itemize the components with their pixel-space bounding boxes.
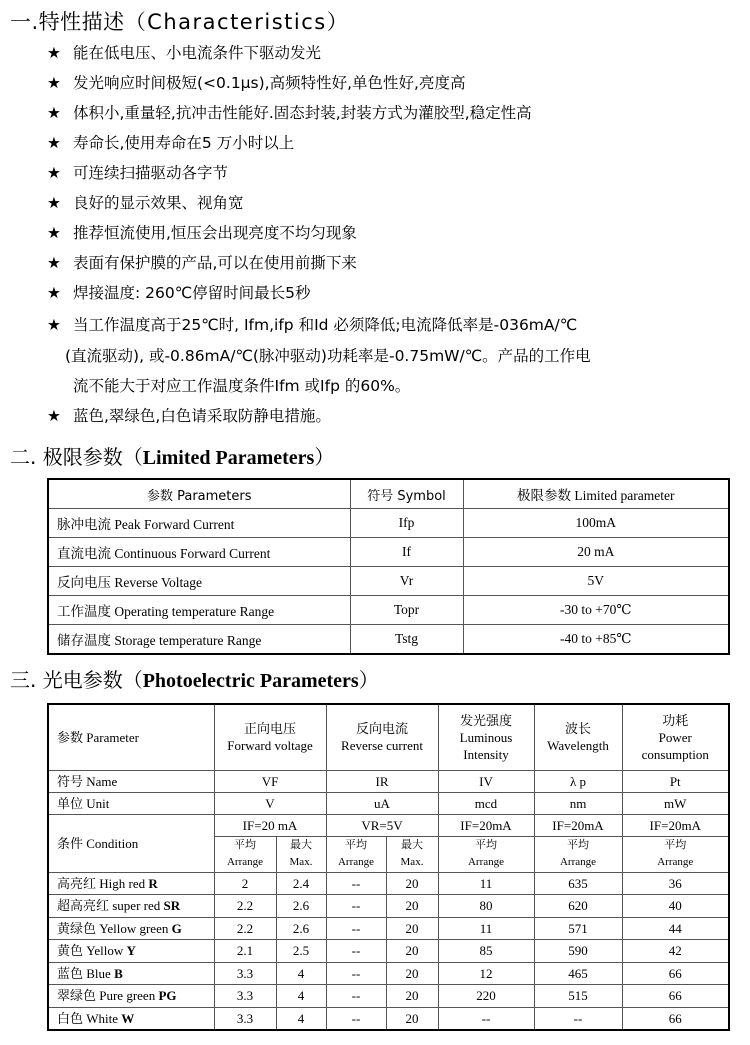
table-row xyxy=(48,1007,729,1030)
param-name: 储存温度 Storage temperature Range xyxy=(48,625,350,655)
sub-ir-avg: 平均 Arrange xyxy=(326,836,386,872)
color-name xyxy=(48,962,214,985)
header-reverse-current: 反向电流 Reverse current xyxy=(326,704,438,770)
value-ir-avg: -- xyxy=(326,1007,386,1030)
value-vf-avg: 2 xyxy=(214,872,276,895)
characteristics-title-en: （Characteristics） xyxy=(124,10,350,34)
table-row xyxy=(48,596,729,625)
value-pt: 66 xyxy=(622,1007,729,1030)
star-icon: ★ xyxy=(47,224,61,242)
header-parameter: 参数 Parameter xyxy=(48,704,214,770)
color-name xyxy=(48,917,214,940)
color-label: 黄绿色 Yellow green xyxy=(57,920,172,936)
bullet-item xyxy=(47,282,311,304)
value-vf-avg: 3.3 xyxy=(214,1007,276,1030)
bullet-continuation-1: (直流驱动), 或-0.86mA/℃(脉冲驱动)功耗率是-0.75mW/℃。产品的工作电 xyxy=(65,347,591,365)
unit-iv: mcd xyxy=(438,792,534,814)
bullet-text: 蓝色,翠绿色,白色请采取防静电措施。 xyxy=(73,407,331,425)
value-vf-max: 2.6 xyxy=(276,895,326,918)
bullet-item xyxy=(47,42,321,64)
value-wl: 620 xyxy=(534,895,622,918)
color-code: G xyxy=(171,920,182,936)
star-icon: ★ xyxy=(47,74,61,92)
header-parameters: 参数 Parameters xyxy=(48,479,350,509)
photo-title: 三. 光电参数（ xyxy=(10,668,143,692)
param-name: 反向电压 Reverse Voltage xyxy=(48,567,350,596)
bullet-text: 当工作温度高于25℃时, Ifm,ifp 和Id 必须降低;电流降低率是-036mA/℃ xyxy=(73,316,578,334)
sub-vf-max: 最大 Max. xyxy=(276,836,326,872)
symbol-row xyxy=(48,770,729,792)
bullet-text: 表面有保护膜的产品,可以在使用前撕下来 xyxy=(73,254,357,272)
color-code: SR xyxy=(163,898,181,914)
value-pt: 40 xyxy=(622,895,729,918)
color-name xyxy=(48,1007,214,1030)
bullet-item xyxy=(47,162,228,184)
value-ir-max: 20 xyxy=(386,985,438,1008)
condition-iv: IF=20mA xyxy=(438,814,534,836)
param-limit: 100mA xyxy=(463,509,729,538)
param-limit: 20 mA xyxy=(463,538,729,567)
value-iv: 85 xyxy=(438,940,534,963)
color-name xyxy=(48,872,214,895)
param-limit: 5V xyxy=(463,567,729,596)
value-pt: 66 xyxy=(622,985,729,1008)
unit-wl: nm xyxy=(534,792,622,814)
value-iv: 80 xyxy=(438,895,534,918)
header-forward-voltage: 正向电压 Forward voltage xyxy=(214,704,326,770)
param-limit: -30 to +70℃ xyxy=(463,596,729,625)
bullet-item xyxy=(47,132,294,154)
param-symbol: Topr xyxy=(350,596,463,625)
symbol-ir: IR xyxy=(326,770,438,792)
star-icon: ★ xyxy=(47,164,61,182)
table-row xyxy=(48,509,729,538)
limited-title-en: Limited Parameters xyxy=(142,447,315,469)
bullet-continuation-2: 流不能大于对应工作温度条件Ifm 或Ifp 的60%。 xyxy=(73,377,411,395)
value-wl: 635 xyxy=(534,872,622,895)
limited-title-close: ） xyxy=(314,445,335,469)
table-header-row xyxy=(48,704,729,770)
color-label: 白色 White xyxy=(57,1010,122,1026)
value-ir-max: 20 xyxy=(386,1007,438,1030)
color-label: 蓝色 Blue xyxy=(57,965,115,981)
value-wl: 515 xyxy=(534,985,622,1008)
header-symbol: 符号 Symbol xyxy=(350,479,463,509)
symbol-iv: IV xyxy=(438,770,534,792)
value-wl: 590 xyxy=(534,940,622,963)
value-ir-max: 20 xyxy=(386,962,438,985)
unit-pt: mW xyxy=(622,792,729,814)
characteristics-heading xyxy=(10,6,349,36)
condition-row xyxy=(48,814,729,836)
unit-row xyxy=(48,792,729,814)
bullet-text: 体积小,重量轻,抗冲击性能好.固态封装,封装方式为灌胶型,稳定性高 xyxy=(73,104,532,122)
value-vf-max: 2.4 xyxy=(276,872,326,895)
value-ir-max: 20 xyxy=(386,895,438,918)
condition-wl: IF=20mA xyxy=(534,814,622,836)
table-row xyxy=(48,940,729,963)
table-header-row xyxy=(48,479,729,509)
photo-title-en: Photoelectric Parameters xyxy=(142,670,359,692)
sub-pt-avg: 平均 Arrange xyxy=(622,836,729,872)
value-ir-avg: -- xyxy=(326,917,386,940)
photoelectric-parameters-heading xyxy=(10,664,379,693)
sub-vf-avg: 平均 Arrange xyxy=(214,836,276,872)
value-vf-max: 2.5 xyxy=(276,940,326,963)
condition-vf: IF=20 mA xyxy=(214,814,326,836)
color-code: R xyxy=(148,875,158,891)
photoelectric-parameters-table xyxy=(47,703,730,1031)
color-name xyxy=(48,895,214,918)
value-vf-avg: 2.1 xyxy=(214,940,276,963)
value-vf-avg: 3.3 xyxy=(214,962,276,985)
color-code: PG xyxy=(158,988,177,1004)
param-name: 直流电流 Continuous Forward Current xyxy=(48,538,350,567)
value-ir-avg: -- xyxy=(326,962,386,985)
star-icon: ★ xyxy=(47,194,61,212)
color-name xyxy=(48,985,214,1008)
value-ir-max: 20 xyxy=(386,940,438,963)
table-row xyxy=(48,895,729,918)
value-vf-avg: 2.2 xyxy=(214,917,276,940)
sub-iv-avg: 平均 Arrange xyxy=(438,836,534,872)
limited-title: 二. 极限参数（ xyxy=(10,445,143,469)
value-vf-max: 4 xyxy=(276,985,326,1008)
condition-ir: VR=5V xyxy=(326,814,438,836)
characteristics-title: 一.特性描述 xyxy=(10,10,125,34)
param-symbol: Ifp xyxy=(350,509,463,538)
table-row xyxy=(48,625,729,655)
value-ir-max: 20 xyxy=(386,917,438,940)
value-pt: 66 xyxy=(622,962,729,985)
bullet-text: 可连续扫描驱动各字节 xyxy=(73,164,229,182)
bullet-text: 推荐恒流使用,恒压会出现亮度不均匀现象 xyxy=(73,224,357,242)
param-symbol: If xyxy=(350,538,463,567)
value-pt: 42 xyxy=(622,940,729,963)
limited-parameters-heading xyxy=(10,441,334,470)
star-icon: ★ xyxy=(47,407,61,425)
color-label: 高亮红 High red xyxy=(57,875,149,891)
symbol-vf: VF xyxy=(214,770,326,792)
color-code: Y xyxy=(126,943,136,959)
bullet-text: 良好的显示效果、视角宽 xyxy=(73,194,244,212)
star-icon: ★ xyxy=(47,254,61,272)
limited-parameters-table xyxy=(47,478,730,655)
value-iv: 220 xyxy=(438,985,534,1008)
star-icon: ★ xyxy=(47,44,61,62)
unit-ir: uA xyxy=(326,792,438,814)
bullet-text: 能在低电压、小电流条件下驱动发光 xyxy=(73,44,322,62)
symbol-pt: Pt xyxy=(622,770,729,792)
value-vf-avg: 3.3 xyxy=(214,985,276,1008)
param-symbol: Tstg xyxy=(350,625,463,655)
bullet-item xyxy=(47,192,244,214)
table-row xyxy=(48,962,729,985)
condition-label: 条件 Condition xyxy=(48,814,214,872)
symbol-label: 符号 Name xyxy=(48,770,214,792)
star-icon: ★ xyxy=(47,316,61,334)
bullet-item xyxy=(47,252,357,274)
param-symbol: Vr xyxy=(350,567,463,596)
bullet-item-last xyxy=(47,405,331,427)
condition-pt: IF=20mA xyxy=(622,814,729,836)
bullet-text: 焊接温度: 260℃停留时间最长5秒 xyxy=(73,284,311,302)
table-row xyxy=(48,538,729,567)
color-label: 黄色 Yellow xyxy=(57,943,127,959)
value-wl: 571 xyxy=(534,917,622,940)
color-label: 超高亮红 super red xyxy=(57,898,164,914)
table-row xyxy=(48,917,729,940)
color-code: B xyxy=(114,965,123,981)
value-ir-max: 20 xyxy=(386,872,438,895)
param-name: 工作温度 Operating temperature Range xyxy=(48,596,350,625)
bullet-item xyxy=(47,72,465,94)
value-ir-avg: -- xyxy=(326,940,386,963)
value-vf-max: 4 xyxy=(276,962,326,985)
header-power-consumption: 功耗 Power consumption xyxy=(622,704,729,770)
star-icon: ★ xyxy=(47,284,61,302)
value-iv: 12 xyxy=(438,962,534,985)
table-row xyxy=(48,985,729,1008)
value-vf-max: 2.6 xyxy=(276,917,326,940)
value-pt: 44 xyxy=(622,917,729,940)
value-iv: 11 xyxy=(438,917,534,940)
unit-vf: V xyxy=(214,792,326,814)
sub-wl-avg: 平均 Arrange xyxy=(534,836,622,872)
value-vf-avg: 2.2 xyxy=(214,895,276,918)
value-ir-avg: -- xyxy=(326,872,386,895)
symbol-wl: λ p xyxy=(534,770,622,792)
value-ir-avg: -- xyxy=(326,985,386,1008)
header-wavelength: 波长 Wavelength xyxy=(534,704,622,770)
bullet-item xyxy=(47,314,577,336)
bullet-text: 寿命长,使用寿命在5 万小时以上 xyxy=(73,134,295,152)
value-vf-max: 4 xyxy=(276,1007,326,1030)
table-row xyxy=(48,872,729,895)
bullet-item xyxy=(47,222,357,244)
value-ir-avg: -- xyxy=(326,895,386,918)
value-iv: 11 xyxy=(438,872,534,895)
param-limit: -40 to +85℃ xyxy=(463,625,729,655)
star-icon: ★ xyxy=(47,104,61,122)
value-wl: 465 xyxy=(534,962,622,985)
value-pt: 36 xyxy=(622,872,729,895)
value-wl: -- xyxy=(534,1007,622,1030)
color-code: W xyxy=(121,1010,135,1026)
header-limited: 极限参数 Limited parameter xyxy=(463,479,729,509)
header-luminous-intensity: 发光强度 Luminous Intensity xyxy=(438,704,534,770)
photo-title-close: ） xyxy=(358,668,379,692)
bullet-text: 发光响应时间极短(<0.1μs),高频特性好,单色性好,亮度高 xyxy=(73,74,466,92)
unit-label: 单位 Unit xyxy=(48,792,214,814)
value-iv: -- xyxy=(438,1007,534,1030)
color-name xyxy=(48,940,214,963)
star-icon: ★ xyxy=(47,134,61,152)
bullet-item xyxy=(47,102,532,124)
sub-ir-max: 最大 Max. xyxy=(386,836,438,872)
color-label: 翠绿色 Pure green xyxy=(57,988,159,1004)
param-name: 脉冲电流 Peak Forward Current xyxy=(48,509,350,538)
table-row xyxy=(48,567,729,596)
